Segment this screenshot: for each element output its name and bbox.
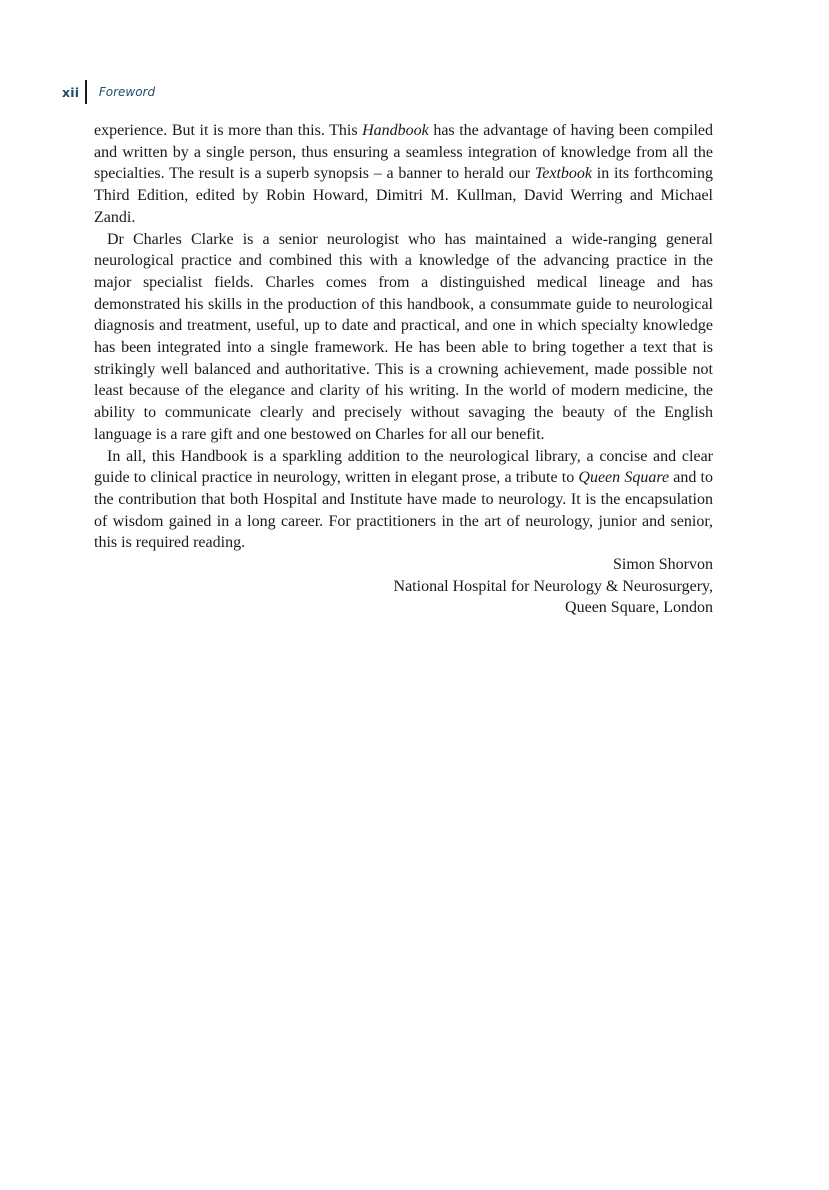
paragraph [94, 446, 713, 555]
text-run: and to the contribution that both Hospital and Institute have made to neurology. It is the encapsulation of wisdom gained in a long career. For practitioners in the art of neurology, junior and senior, this is required reading. [94, 469, 714, 552]
paragraph [94, 229, 713, 446]
text-run: in its forthcoming Third Edition, edited by Robin Howard, Dimitri M. Kullman, David Werring and Michael Zandi. [94, 165, 714, 226]
section-title: Foreword [98, 85, 156, 99]
paragraph [94, 120, 713, 229]
italic-text: Queen Square [578, 469, 670, 487]
foreword-body [94, 120, 713, 619]
signature-block [94, 554, 713, 619]
signature-affiliation: National Hospital for Neurology & Neurosurgery, [393, 577, 713, 595]
italic-text: Handbook [362, 122, 429, 139]
text-run: experience. But it is more than this. This [94, 122, 363, 139]
header-divider [85, 80, 87, 104]
italic-text: Textbook [534, 165, 593, 183]
running-head [62, 80, 155, 104]
text-run: Dr Charles Clarke is a senior neurologist who has maintained a wide-ranging general neurological practice and combined this with a knowledge of the advancing practice in the major specialist fields. Charles comes from a distinguished medical lineage and has demonstrated his skills in the production of this handbook, a consummate guide to neurological diagnosis and treatment, useful, up to date and practical, and one in which specialty knowledge has been integrated into a single framework. He has been able to bring together a text that is strikingly well balanced and authoritative. This is a crowning achievement, made possible not least because of the elegance and clarity of his writing. In the world of modern medicine, the ability to communicate clearly and precisely without savaging the beauty of the English language is a rare gift and one bestowed on Charles for all our benefit. [94, 230, 713, 443]
text-run: In all, this Handbook is a sparkling addition to the neurological library, a concise and clear guide to clinical practice in neurology, written in elegant prose, a tribute to [94, 447, 713, 487]
signature-location: Queen Square, London [565, 599, 713, 617]
page-number: xii [62, 84, 80, 100]
text-run: has the advantage of having been compiled and written by a single person, thus ensuring a seamless integration of knowledge from all the specialties. The result is a superb synopsis – a banner to herald our [94, 122, 714, 183]
signature-name: Simon Shorvon [612, 556, 713, 574]
